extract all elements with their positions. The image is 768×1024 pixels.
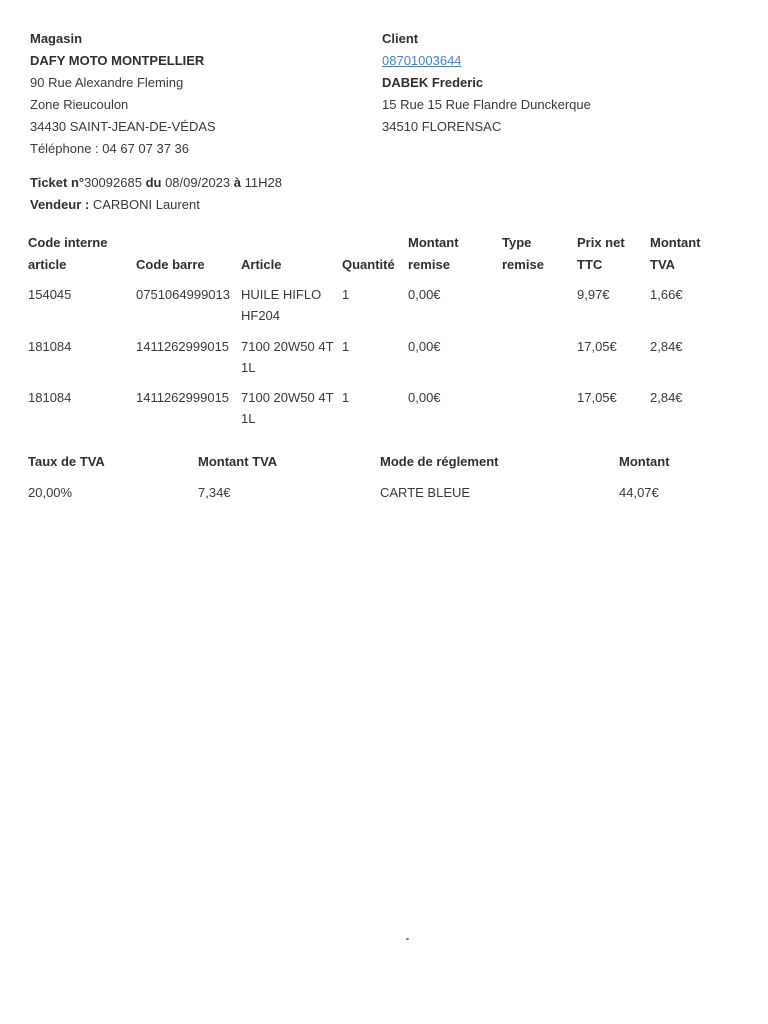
cell-article-line1: 7100 20W50 4T (241, 390, 334, 405)
vendeur-label: Vendeur : (30, 197, 90, 212)
cell-code-interne: 181084 (28, 390, 72, 405)
header-mode-reglement: Mode de réglement (380, 454, 499, 469)
header-montant-remise-2: remise (408, 257, 450, 272)
vendeur-line (30, 194, 200, 216)
cell-article-line2: 1L (241, 360, 256, 375)
header-type-remise-2: remise (502, 257, 544, 272)
cell-article-line1: 7100 20W50 4T (241, 339, 334, 354)
store-city: 34430 SAINT-JEAN-DE-VÉDAS (30, 119, 216, 134)
header-taux-tva: Taux de TVA (28, 454, 105, 469)
store-name: DAFY MOTO MONTPELLIER (30, 53, 205, 68)
store-address-line1: 90 Rue Alexandre Fleming (30, 75, 184, 90)
scan-speck (406, 938, 409, 940)
cell-montant-tva: 2,84€ (650, 339, 683, 354)
cell-code-barre: 0751064999013 (136, 287, 230, 302)
header-type-remise-1: Type (502, 235, 532, 250)
cell-quantite: 1 (342, 287, 350, 302)
header-prix-net-1: Prix net (577, 235, 625, 250)
header-prix-net-2: TTC (577, 257, 603, 272)
client-name: DABEK Frederic (382, 75, 484, 90)
cell-article-line1: HUILE HIFLO (241, 287, 322, 302)
header-montant-tva-2: TVA (650, 257, 676, 272)
client-heading: Client (382, 31, 419, 46)
cell-montant-total: 44,07€ (619, 485, 659, 500)
cell-prix-net: 9,97€ (577, 287, 610, 302)
cell-prix-net: 17,05€ (577, 339, 617, 354)
ticket-label: Ticket n° (30, 175, 85, 190)
store-phone: Téléphone : 04 67 07 37 36 (30, 141, 190, 156)
cell-montant-tva: 1,66€ (650, 287, 683, 302)
client-address: 15 Rue 15 Rue Flandre Dunckerque (382, 97, 591, 112)
cell-montant-tva: 2,84€ (650, 390, 683, 405)
header-article: Article (241, 257, 282, 272)
header-code-interne-2: article (28, 257, 67, 272)
client-city: 34510 FLORENSAC (382, 119, 502, 134)
ticket-du-label: du (145, 175, 162, 190)
cell-code-barre: 1411262999015 (136, 339, 230, 354)
header-total-montant-tva: Montant TVA (198, 454, 278, 469)
cell-code-barre: 1411262999015 (136, 390, 230, 405)
ticket-line (30, 172, 282, 194)
header-code-barre: Code barre (136, 257, 205, 272)
cell-article-line2: 1L (241, 411, 256, 426)
cell-montant-remise: 0,00€ (408, 390, 441, 405)
cell-montant-remise: 0,00€ (408, 339, 441, 354)
store-heading: Magasin (30, 31, 83, 46)
ticket-time: 11H28 (244, 175, 282, 190)
header-code-interne-1: Code interne (28, 235, 108, 250)
client-number-link[interactable]: 08701003644 (382, 53, 462, 68)
ticket-number: 30092685 (84, 175, 142, 190)
ticket-date: 08/09/2023 (165, 175, 231, 190)
cell-taux-tva: 20,00% (28, 485, 73, 500)
header-quantite: Quantité (342, 257, 395, 272)
cell-code-interne: 181084 (28, 339, 72, 354)
cell-prix-net: 17,05€ (577, 390, 617, 405)
cell-mode-reglement: CARTE BLEUE (380, 485, 471, 500)
cell-code-interne: 154045 (28, 287, 72, 302)
cell-quantite: 1 (342, 390, 350, 405)
cell-quantite: 1 (342, 339, 350, 354)
ticket-a-label: à (233, 175, 242, 190)
cell-montant-remise: 0,00€ (408, 287, 441, 302)
cell-article-line2: HF204 (241, 308, 281, 323)
store-address-line2: Zone Rieucoulon (30, 97, 129, 112)
header-montant-tva-1: Montant (650, 235, 701, 250)
header-montant-total: Montant (619, 454, 670, 469)
vendeur-name: CARBONI Laurent (92, 197, 200, 212)
header-montant-remise-1: Montant (408, 235, 459, 250)
cell-total-montant-tva: 7,34€ (198, 485, 231, 500)
